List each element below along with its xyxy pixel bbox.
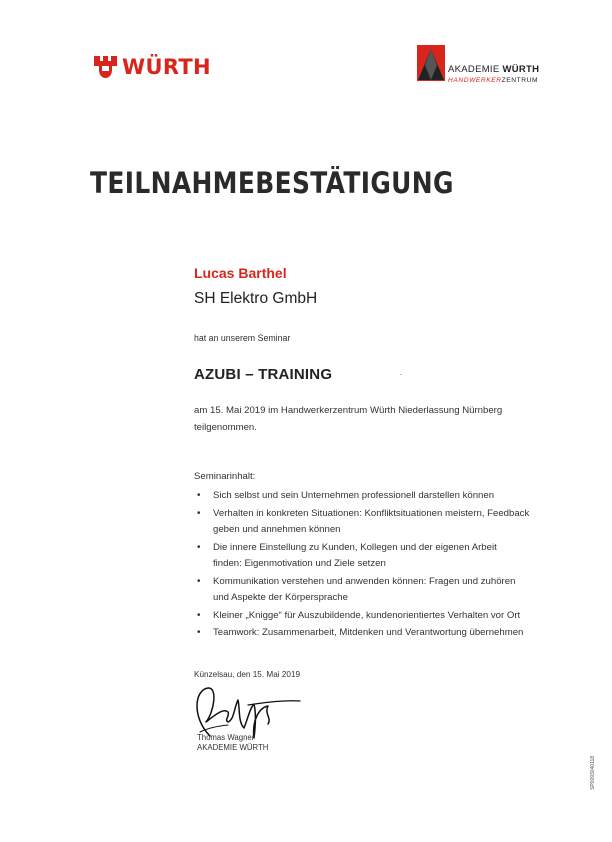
akademie-triangle-icon	[417, 45, 445, 81]
signer-org: AKADEMIE WÜRTH	[197, 743, 269, 752]
bullet-icon: •	[197, 490, 201, 501]
bullet-icon: •	[197, 541, 201, 553]
wuerth-logo	[93, 55, 211, 80]
place-date: Künzelsau, den 15. Mai 2019	[194, 670, 301, 679]
participant-name: Lucas Barthel	[194, 265, 287, 281]
akademie-line1: AKADEMIE WÜRTH	[448, 64, 540, 75]
wuerth-wordmark: WÜRTH	[122, 55, 211, 79]
intro-text: hat an unserem Seminar	[194, 333, 291, 343]
seminar-title: AZUBI – TRAINING	[194, 366, 333, 383]
bullet-icon: •	[197, 507, 201, 519]
participant-company: SH Elektro GmbH	[194, 290, 318, 307]
date-paragraph	[194, 402, 554, 436]
content-label: Seminarinhalt:	[194, 471, 256, 482]
signer-block	[197, 733, 268, 753]
list-item: • Kleiner „Knigge“ für Auszubildende, kundenorientiertes Verhalten vor Ort	[194, 608, 564, 625]
scan-speck	[400, 374, 402, 375]
akademie-logo	[417, 45, 539, 85]
list-item: • Die innere Einstellung zu Kunden, Kollegen und der eigenen Arbeit finden: Eigenmotivation und Ziele setzen	[197, 541, 497, 569]
side-code: SP0093040118	[590, 755, 596, 790]
wuerth-emblem-icon	[93, 55, 118, 80]
document-title: TEILNAHMEBESTÄTIGUNG	[90, 166, 454, 200]
akademie-line2: HANDWERKERZENTRUM	[448, 77, 539, 84]
bullet-icon: •	[197, 575, 201, 587]
bullet-icon: •	[197, 627, 201, 638]
bullet-icon: •	[197, 609, 201, 621]
list-item: • Verhalten in konkreten Situationen: Konfliktsituationen meistern, Feedback geben und annehmen können	[197, 507, 530, 535]
list-item: • Sich selbst und sein Unternehmen professionell darstellen können	[194, 488, 564, 505]
date-line: am 15. Mai 2019 im Handwerkerzentrum Würth Niederlassung Nürnberg	[194, 405, 503, 416]
list-item: • Kommunikation verstehen und anwenden können: Fragen und zuhören und Aspekte der Körpersprache	[197, 575, 516, 603]
list-item: • Teamwork: Zusammenarbeit, Mitdenken und Verantwortung übernehmen	[194, 625, 564, 642]
date-line-2: teilgenommen.	[194, 422, 257, 433]
signer-name: Thomas Wagner	[197, 733, 255, 742]
content-list	[194, 488, 564, 643]
